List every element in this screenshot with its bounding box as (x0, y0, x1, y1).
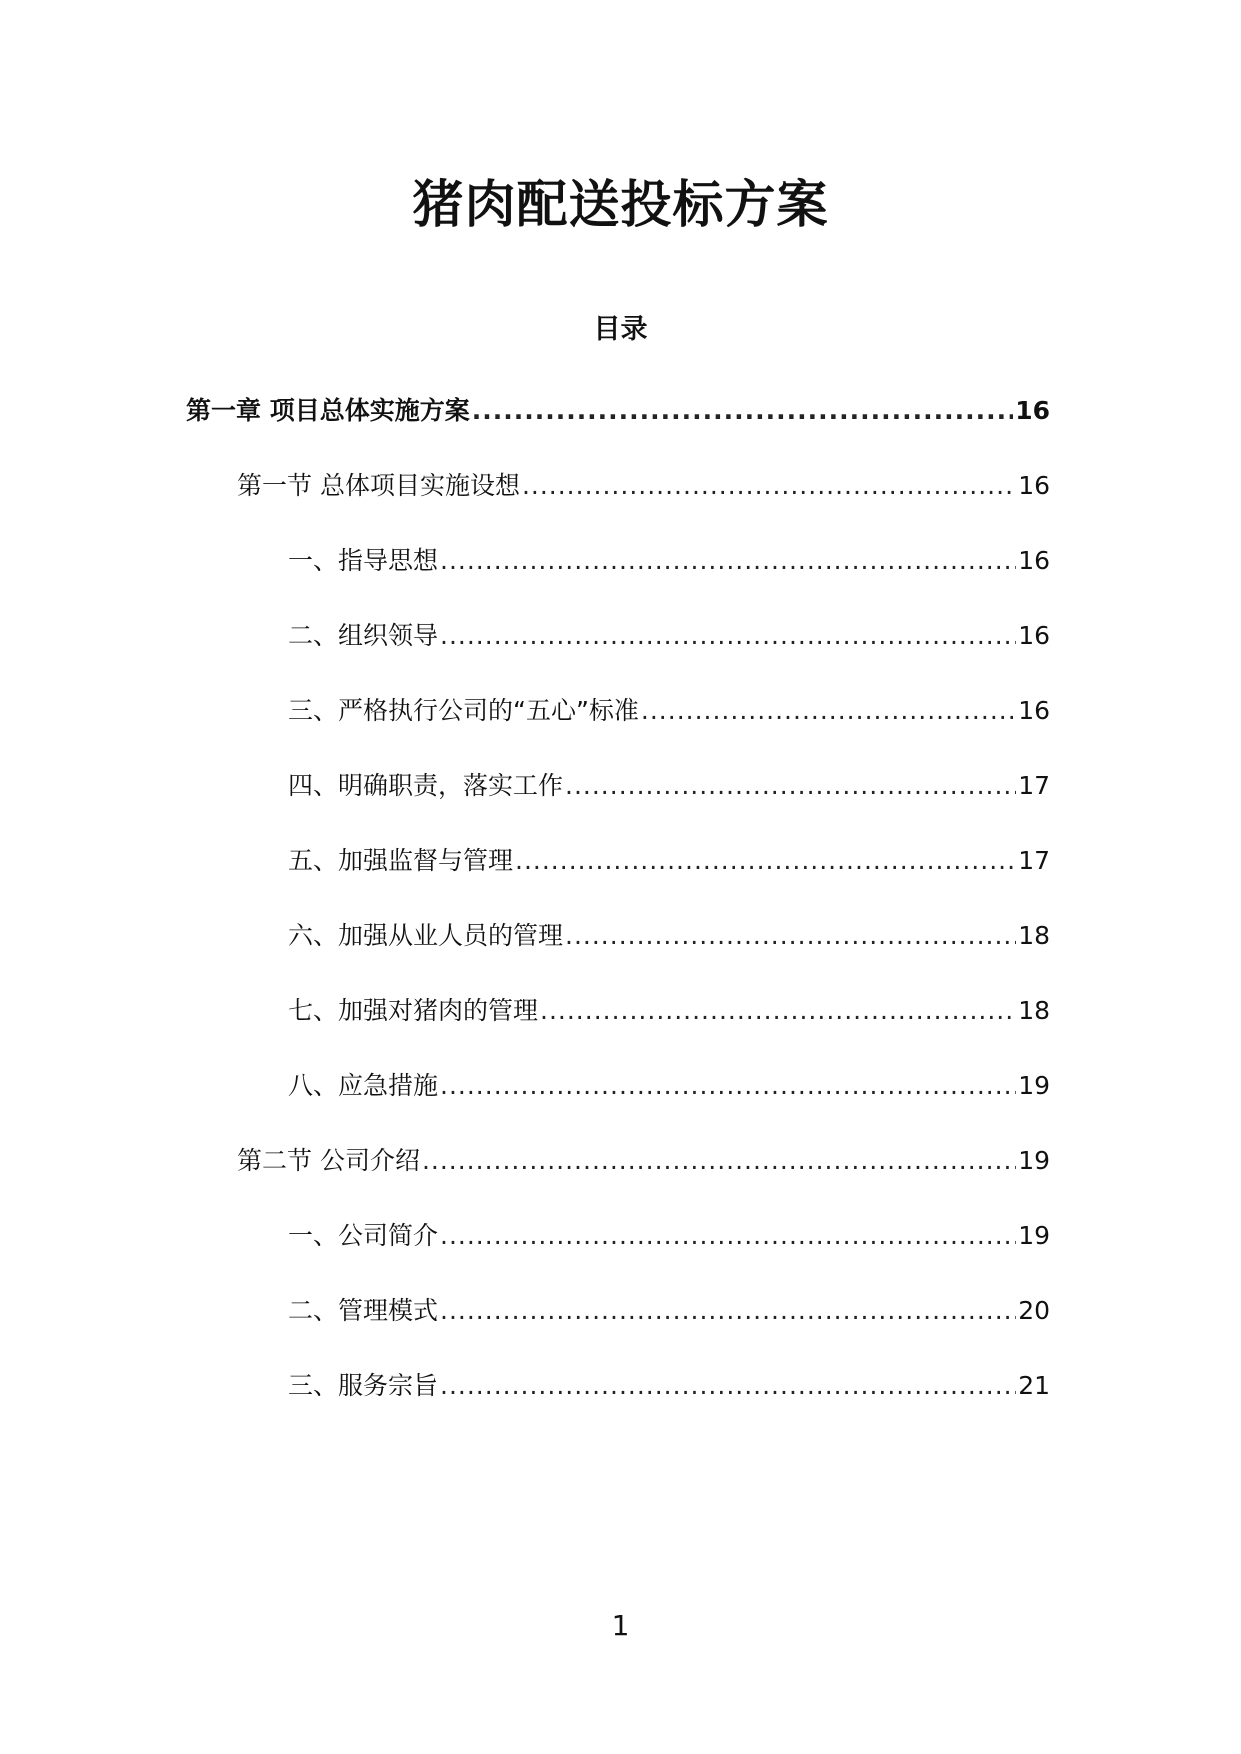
toc-entry-label: 三、服务宗旨 (288, 1371, 439, 1400)
toc-entry-item[interactable] (288, 616, 1050, 656)
toc-entry-label: 五、加强监督与管理 (288, 846, 514, 875)
toc-entry-label: 第二节 公司介绍 (237, 1146, 420, 1175)
toc-entry-item[interactable] (288, 1291, 1050, 1331)
toc-dot-leader (440, 1366, 1016, 1406)
toc-entry-chapter-1[interactable] (186, 391, 1050, 431)
toc-dot-leader (422, 1141, 1016, 1181)
toc-entry-page: 21 (1018, 1371, 1050, 1400)
toc-entry-page: 16 (1018, 471, 1050, 500)
toc-dot-leader (440, 541, 1016, 581)
toc-entry-item[interactable] (288, 991, 1050, 1031)
toc-entry-label: 四、明确职责，落实工作 (288, 771, 564, 800)
toc-entry-page: 17 (1018, 846, 1050, 875)
toc-entry-section-1[interactable] (237, 466, 1050, 506)
toc-entry-item[interactable] (288, 541, 1050, 581)
toc-entry-section-2[interactable] (237, 1141, 1050, 1181)
toc-entry-page: 19 (1018, 1071, 1050, 1100)
toc-entry-label: 一、公司简介 (288, 1221, 439, 1250)
toc-dot-leader (515, 841, 1016, 881)
toc-entry-item[interactable] (288, 1066, 1050, 1106)
toc-dot-leader (440, 1291, 1016, 1331)
toc-entry-label: 六、加强从业人员的管理 (288, 921, 564, 950)
toc-entry-label: 一、指导思想 (288, 546, 439, 575)
toc-entry-page: 16 (1018, 621, 1050, 650)
toc-dot-leader (472, 391, 1013, 431)
toc-dot-leader (565, 766, 1016, 806)
toc-entry-item[interactable] (288, 916, 1050, 956)
toc-entry-label: 二、管理模式 (288, 1296, 439, 1325)
toc-dot-leader (440, 616, 1016, 656)
toc-dot-leader (522, 466, 1016, 506)
toc-entry-label: 二、组织领导 (288, 621, 439, 650)
toc-entry-page: 16 (1015, 396, 1050, 425)
toc-heading: 目录 (593, 314, 648, 345)
toc-dot-leader (540, 991, 1016, 1031)
toc-entry-label: 第一章 项目总体实施方案 (186, 396, 470, 425)
toc-entry-label: 八、应急措施 (288, 1071, 439, 1100)
toc-entry-item[interactable] (288, 841, 1050, 881)
toc-entry-page: 19 (1018, 1146, 1050, 1175)
toc-entry-page: 19 (1018, 1221, 1050, 1250)
toc-entry-item[interactable] (288, 1366, 1050, 1406)
toc-entry-label: 第一节 总体项目实施设想 (237, 471, 520, 500)
toc-dot-leader (440, 1066, 1016, 1106)
toc-entry-label: 三、严格执行公司的“五心”标准 (288, 696, 639, 725)
toc-entry-page: 16 (1018, 546, 1050, 575)
toc-entry-page: 18 (1018, 921, 1050, 950)
document-title: 猪肉配送投标方案 (412, 176, 829, 235)
toc-entry-item[interactable] (288, 1216, 1050, 1256)
toc-dot-leader (641, 691, 1016, 731)
toc-entry-page: 20 (1018, 1296, 1050, 1325)
toc-dot-leader (565, 916, 1016, 956)
toc-entry-page: 17 (1018, 771, 1050, 800)
toc-dot-leader (440, 1216, 1016, 1256)
toc-entry-page: 16 (1018, 696, 1050, 725)
toc-entry-label: 七、加强对猪肉的管理 (288, 996, 539, 1025)
toc-entry-page: 18 (1018, 996, 1050, 1025)
toc-entry-item[interactable] (288, 766, 1050, 806)
page-number: 1 (611, 1609, 630, 1642)
toc-entry-item[interactable] (288, 691, 1050, 731)
